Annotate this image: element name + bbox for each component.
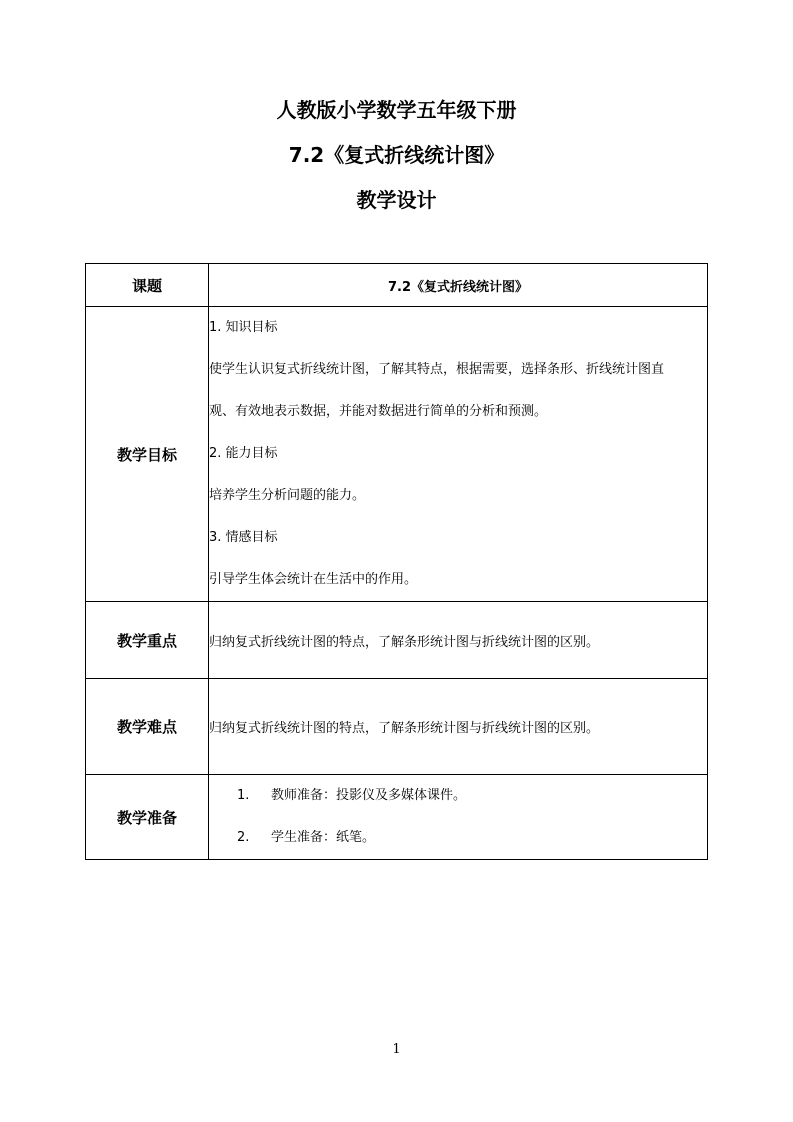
- goals-content: [209, 307, 708, 602]
- list-item-number: 1.: [237, 788, 250, 803]
- goal-line: 观、有效地表示数据，并能对数据进行简单的分析和预测。: [209, 404, 548, 419]
- difficulties-value: 归纳复式折线统计图的特点，了解条形统计图与折线统计图的区别。: [209, 679, 708, 775]
- list-item: [209, 775, 707, 817]
- goal-line: 1. 知识目标: [209, 320, 278, 335]
- goal-line: 3. 情感目标: [209, 530, 278, 545]
- difficulties-label: 教学难点: [86, 679, 209, 775]
- table-row-difficulties: [86, 679, 708, 775]
- document-title: [0, 100, 793, 210]
- list-item: [209, 817, 707, 859]
- key-points-value: 归纳复式折线统计图的特点，了解条形统计图与折线统计图的区别。: [209, 602, 708, 679]
- list-item-text: 教师准备：投影仪及多媒体课件。: [271, 788, 467, 803]
- key-points-label: 教学重点: [86, 602, 209, 679]
- title-doc-type: 教学设计: [356, 188, 437, 212]
- list-item-number: 2.: [237, 830, 250, 845]
- topic-value: 7.2《复式折线统计图》: [209, 264, 708, 307]
- goals-label: 教学目标: [86, 307, 209, 602]
- preparation-content: [209, 775, 708, 860]
- title-lesson: 7.2《复式折线统计图》: [288, 143, 505, 167]
- page-number: 1: [392, 1042, 401, 1057]
- goal-line: 引导学生体会统计在生活中的作用。: [209, 572, 418, 587]
- title-textbook: 人教版小学数学五年级下册: [276, 98, 517, 122]
- lesson-plan-table: [85, 263, 708, 860]
- table-row-preparation: [86, 775, 708, 860]
- table-row-topic: [86, 264, 708, 307]
- topic-label: 课题: [86, 264, 209, 307]
- preparation-label: 教学准备: [86, 775, 209, 860]
- list-item-text: 学生准备：纸笔。: [271, 830, 376, 845]
- preparation-list: [209, 775, 707, 859]
- table-row-key-points: [86, 602, 708, 679]
- goal-line: 培养学生分析问题的能力。: [209, 488, 366, 503]
- goal-line: 使学生认识复式折线统计图，了解其特点，根据需要，选择条形、折线统计图直: [209, 362, 665, 377]
- table-row-goals: [86, 307, 708, 602]
- goal-line: 2. 能力目标: [209, 446, 278, 461]
